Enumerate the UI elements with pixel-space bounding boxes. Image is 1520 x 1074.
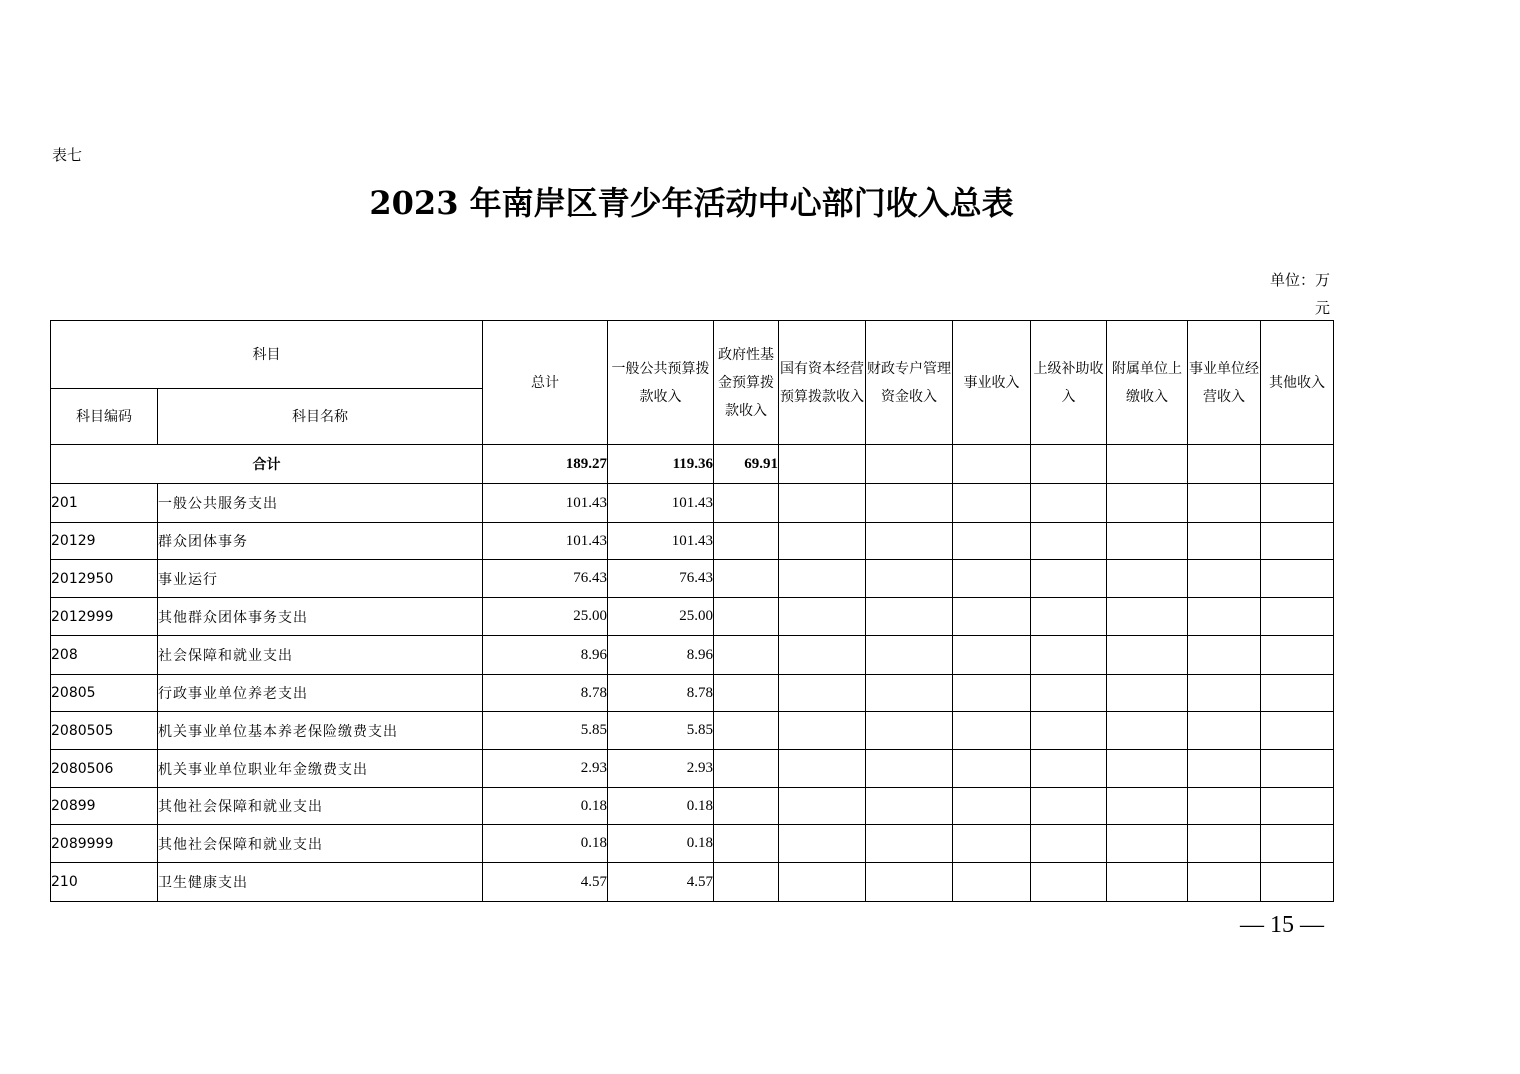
empty-cell <box>714 712 779 750</box>
page-title: 2023 年南岸区青少年活动中心部门收入总表 <box>369 184 1014 222</box>
table-row <box>51 750 1334 788</box>
empty-cell <box>1188 560 1261 598</box>
income-table <box>50 320 1334 902</box>
subject-name-cell: 其他群众团体事务支出 <box>158 598 483 636</box>
table-row <box>51 484 1334 523</box>
table-row <box>51 523 1334 560</box>
empty-cell <box>779 484 866 523</box>
header-subject-code: 科目编码 <box>51 389 158 445</box>
subject-name-cell: 一般公共服务支出 <box>158 484 483 523</box>
empty-cell <box>1188 484 1261 523</box>
subject-code-cell: 2089999 <box>51 825 158 863</box>
total-amount-cell: 4.57 <box>483 863 608 902</box>
general-budget-cell: 5.85 <box>608 712 714 750</box>
header-superior-subsidy: 上级补助收入 <box>1031 321 1107 445</box>
table-row <box>51 712 1334 750</box>
subject-name-cell: 群众团体事务 <box>158 523 483 560</box>
subject-name-cell: 机关事业单位基本养老保险缴费支出 <box>158 712 483 750</box>
subject-code-cell: 20899 <box>51 788 158 825</box>
total-empty-cell <box>866 445 953 484</box>
header-subject-name: 科目名称 <box>158 389 483 445</box>
general-budget-cell: 8.96 <box>608 636 714 675</box>
total-amount-cell: 0.18 <box>483 825 608 863</box>
total-label: 合计 <box>51 445 483 484</box>
header-affiliated-payment: 附属单位上缴收入 <box>1107 321 1188 445</box>
table-row <box>51 560 1334 598</box>
empty-cell <box>779 750 866 788</box>
header-gov-fund-budget: 政府性基金预算拨款收入 <box>714 321 779 445</box>
general-budget-cell: 76.43 <box>608 560 714 598</box>
empty-cell <box>1261 560 1334 598</box>
subject-code-cell: 2080506 <box>51 750 158 788</box>
subject-code-cell: 208 <box>51 636 158 675</box>
subject-code-cell: 210 <box>51 863 158 902</box>
total-amount-cell: 76.43 <box>483 560 608 598</box>
empty-cell <box>779 788 866 825</box>
table-row <box>51 863 1334 902</box>
empty-cell <box>1031 712 1107 750</box>
header-subject: 科目 <box>51 321 483 389</box>
empty-cell <box>714 863 779 902</box>
subject-name-cell: 其他社会保障和就业支出 <box>158 788 483 825</box>
empty-cell <box>1188 712 1261 750</box>
empty-cell <box>1031 484 1107 523</box>
empty-cell <box>779 712 866 750</box>
general-budget-cell: 101.43 <box>608 484 714 523</box>
subject-name-cell: 事业运行 <box>158 560 483 598</box>
page-number: — 15 — <box>1240 912 1324 938</box>
empty-cell <box>1261 712 1334 750</box>
empty-cell <box>1107 560 1188 598</box>
empty-cell <box>953 523 1031 560</box>
header-business-income: 事业收入 <box>953 321 1031 445</box>
total-empty-cell <box>953 445 1031 484</box>
empty-cell <box>1261 598 1334 636</box>
empty-cell <box>1031 788 1107 825</box>
total-empty-cell <box>1031 445 1107 484</box>
general-budget-cell: 101.43 <box>608 523 714 560</box>
empty-cell <box>866 636 953 675</box>
empty-cell <box>1261 750 1334 788</box>
empty-cell <box>866 750 953 788</box>
empty-cell <box>953 675 1031 712</box>
empty-cell <box>953 636 1031 675</box>
empty-cell <box>953 598 1031 636</box>
empty-cell <box>1107 788 1188 825</box>
table-row <box>51 636 1334 675</box>
empty-cell <box>866 675 953 712</box>
empty-cell <box>1107 825 1188 863</box>
empty-cell <box>779 598 866 636</box>
subject-name-cell: 卫生健康支出 <box>158 863 483 902</box>
total-amount-cell: 101.43 <box>483 484 608 523</box>
table-row <box>51 788 1334 825</box>
subject-code-cell: 201 <box>51 484 158 523</box>
empty-cell <box>1031 863 1107 902</box>
empty-cell <box>953 750 1031 788</box>
general-budget-cell: 0.18 <box>608 825 714 863</box>
empty-cell <box>1107 750 1188 788</box>
table-row <box>51 675 1334 712</box>
empty-cell <box>714 484 779 523</box>
empty-cell <box>1107 863 1188 902</box>
empty-cell <box>1031 598 1107 636</box>
total-general: 119.36 <box>608 445 714 484</box>
empty-cell <box>1107 675 1188 712</box>
empty-cell <box>1031 636 1107 675</box>
empty-cell <box>866 598 953 636</box>
empty-cell <box>866 863 953 902</box>
empty-cell <box>714 560 779 598</box>
subject-code-cell: 2012950 <box>51 560 158 598</box>
total-amount-cell: 8.78 <box>483 675 608 712</box>
total-empty-cell <box>1188 445 1261 484</box>
empty-cell <box>1261 636 1334 675</box>
empty-cell <box>953 788 1031 825</box>
total-empty-cell <box>1107 445 1188 484</box>
general-budget-cell: 8.78 <box>608 675 714 712</box>
empty-cell <box>714 675 779 712</box>
empty-cell <box>1031 523 1107 560</box>
empty-cell <box>1031 560 1107 598</box>
empty-cell <box>953 863 1031 902</box>
general-budget-cell: 25.00 <box>608 598 714 636</box>
empty-cell <box>1188 788 1261 825</box>
total-amount-cell: 25.00 <box>483 598 608 636</box>
table-label: 表七 <box>52 146 83 164</box>
empty-cell <box>1107 484 1188 523</box>
unit-note-line-2: 元 <box>1314 299 1330 317</box>
empty-cell <box>1261 863 1334 902</box>
empty-cell <box>1188 636 1261 675</box>
empty-cell <box>1261 523 1334 560</box>
general-budget-cell: 2.93 <box>608 750 714 788</box>
empty-cell <box>779 523 866 560</box>
subject-code-cell: 2080505 <box>51 712 158 750</box>
empty-cell <box>953 484 1031 523</box>
general-budget-cell: 0.18 <box>608 788 714 825</box>
header-fiscal-special-account: 财政专户管理资金收入 <box>866 321 953 445</box>
empty-cell <box>866 825 953 863</box>
empty-cell <box>714 598 779 636</box>
empty-cell <box>1261 788 1334 825</box>
empty-cell <box>779 863 866 902</box>
header-business-operation: 事业单位经营收入 <box>1188 321 1261 445</box>
table-row <box>51 825 1334 863</box>
general-budget-cell: 4.57 <box>608 863 714 902</box>
empty-cell <box>1031 750 1107 788</box>
table-row <box>51 598 1334 636</box>
subject-code-cell: 20805 <box>51 675 158 712</box>
empty-cell <box>1188 675 1261 712</box>
subject-code-cell: 2012999 <box>51 598 158 636</box>
empty-cell <box>714 825 779 863</box>
empty-cell <box>779 560 866 598</box>
empty-cell <box>1188 825 1261 863</box>
empty-cell <box>714 788 779 825</box>
empty-cell <box>779 636 866 675</box>
total-amount-cell: 8.96 <box>483 636 608 675</box>
empty-cell <box>1107 598 1188 636</box>
total-empty-cell <box>779 445 866 484</box>
empty-cell <box>1031 825 1107 863</box>
empty-cell <box>779 825 866 863</box>
empty-cell <box>1261 675 1334 712</box>
total-gov-fund: 69.91 <box>714 445 779 484</box>
empty-cell <box>953 825 1031 863</box>
empty-cell <box>714 636 779 675</box>
total-total: 189.27 <box>483 445 608 484</box>
header-other-income: 其他收入 <box>1261 321 1334 445</box>
total-empty-cell <box>1261 445 1334 484</box>
subject-name-cell: 机关事业单位职业年金缴费支出 <box>158 750 483 788</box>
empty-cell <box>1107 523 1188 560</box>
empty-cell <box>953 560 1031 598</box>
empty-cell <box>1188 523 1261 560</box>
empty-cell <box>1031 675 1107 712</box>
empty-cell <box>1261 484 1334 523</box>
total-amount-cell: 2.93 <box>483 750 608 788</box>
empty-cell <box>866 523 953 560</box>
empty-cell <box>714 523 779 560</box>
subject-name-cell: 社会保障和就业支出 <box>158 636 483 675</box>
empty-cell <box>1107 636 1188 675</box>
empty-cell <box>866 712 953 750</box>
unit-note-line-1: 单位：万 <box>1269 271 1330 289</box>
empty-cell <box>1188 750 1261 788</box>
total-amount-cell: 0.18 <box>483 788 608 825</box>
total-amount-cell: 5.85 <box>483 712 608 750</box>
subject-code-cell: 20129 <box>51 523 158 560</box>
empty-cell <box>866 788 953 825</box>
total-amount-cell: 101.43 <box>483 523 608 560</box>
empty-cell <box>1188 598 1261 636</box>
empty-cell <box>866 560 953 598</box>
total-row <box>51 445 1334 484</box>
subject-name-cell: 其他社会保障和就业支出 <box>158 825 483 863</box>
empty-cell <box>866 484 953 523</box>
empty-cell <box>1188 863 1261 902</box>
unit-note <box>1250 266 1330 322</box>
empty-cell <box>714 750 779 788</box>
header-state-capital-budget: 国有资本经营预算拨款收入 <box>779 321 866 445</box>
empty-cell <box>953 712 1031 750</box>
header-general-public-budget: 一般公共预算拨款收入 <box>608 321 714 445</box>
empty-cell <box>1261 825 1334 863</box>
subject-name-cell: 行政事业单位养老支出 <box>158 675 483 712</box>
empty-cell <box>779 675 866 712</box>
empty-cell <box>1107 712 1188 750</box>
header-total: 总计 <box>483 321 608 445</box>
